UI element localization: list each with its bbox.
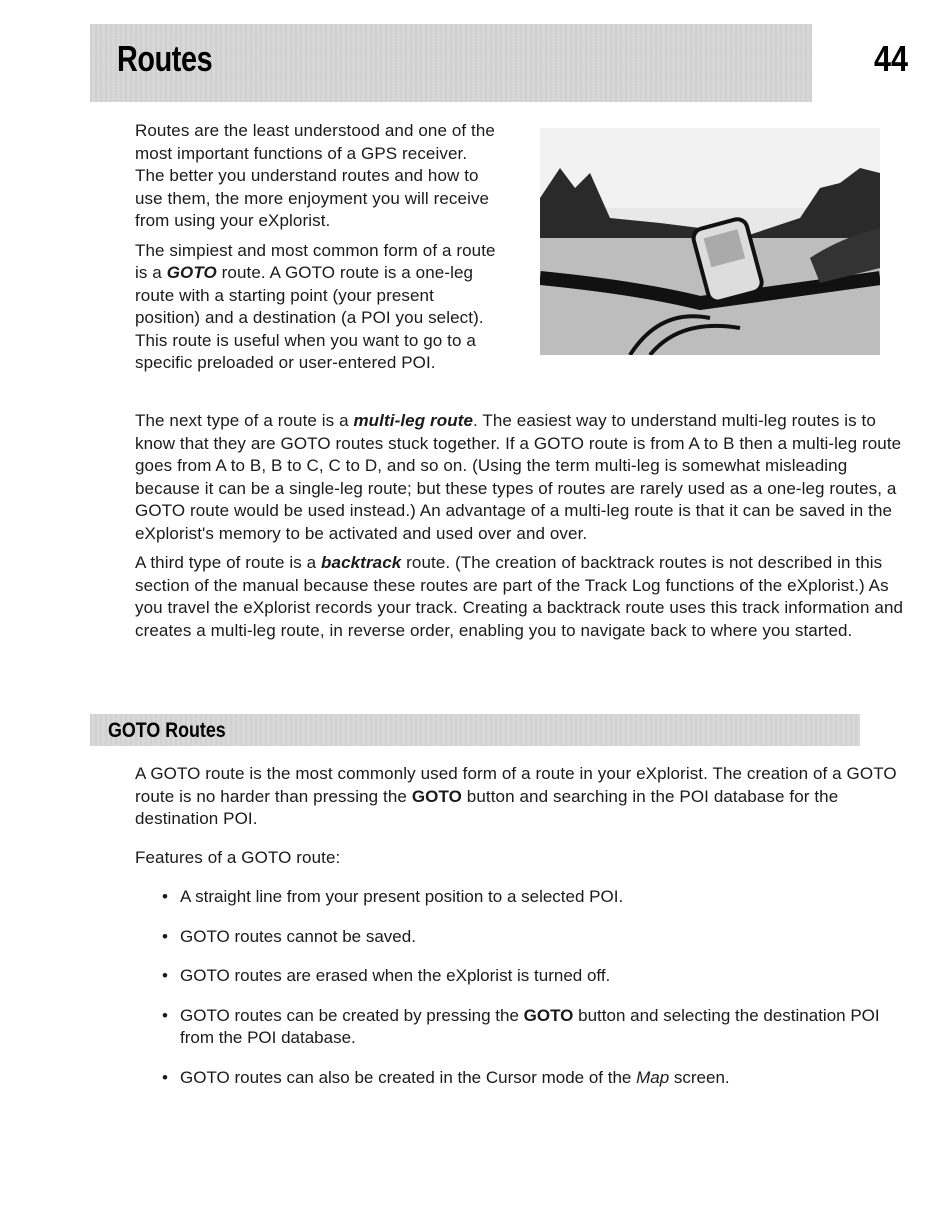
bold-text: GOTO <box>411 786 462 806</box>
text: button and searching in the POI database for the destination POI. <box>135 786 839 828</box>
text: Routes are the least understood and one of the most important functions of a GPS receiver. The better you understand routes and how to use them, the more enjoyment you will receive from using your eXplorist. <box>135 121 495 230</box>
intro-column <box>135 120 500 382</box>
features-label: Features of a GOTO route: <box>135 847 341 867</box>
bullet-icon: • <box>162 926 168 946</box>
text: A GOTO route is the most commonly used form of a route in your eXplorist. The creation of a GOTO route is no harder than pressing the <box>135 764 897 806</box>
emphasis: multi-leg route <box>353 411 474 430</box>
list-item <box>162 1005 912 1050</box>
paragraph <box>135 120 500 233</box>
body-text <box>135 410 910 649</box>
text: GOTO routes can be created by pressing the <box>180 1005 524 1025</box>
text: GOTO routes are erased when the eXplorist is turned off. <box>180 966 611 985</box>
text: route. (The creation of backtrack routes is not described in this section of the manual because these routes are part of the Track Log functions of the eXplorist.) As you travel the eXplorist records your track. Creating a backtrack route uses this track information and creates a multi-leg route, in reverse order, enabling you to navigate back to where you started. <box>135 553 904 640</box>
list-item <box>162 1067 912 1090</box>
text: route. A GOTO route is a one-leg route with a starting point (your present position) and a destination (a POI you select). This route is useful when you want to go to a specific preloaded or user-entered POI. <box>135 263 484 372</box>
text: GOTO routes can also be created in the Cursor mode of the <box>180 1067 637 1087</box>
list-item <box>162 886 912 909</box>
bullet-icon: • <box>162 1067 168 1087</box>
page-title: Routes <box>117 38 213 79</box>
list-item <box>162 926 912 949</box>
text: button and selecting the destination POI from the POI database. <box>180 1005 880 1047</box>
emphasis: GOTO <box>166 263 217 282</box>
bold-text: GOTO <box>523 1005 574 1025</box>
text: The next type of a route is a <box>135 411 354 430</box>
text: A third type of route is a <box>135 553 322 572</box>
bullet-icon: • <box>162 1005 168 1025</box>
bullet-icon: • <box>162 966 168 985</box>
bullet-icon: • <box>162 887 168 906</box>
italic-text: Map <box>636 1067 670 1087</box>
features-list <box>162 886 912 1106</box>
text: GOTO routes cannot be saved. <box>180 926 416 946</box>
gps-on-bike-photo <box>540 128 880 355</box>
section-title: GOTO Routes <box>108 719 226 742</box>
paragraph <box>135 763 910 831</box>
page-number: 44 <box>873 38 908 79</box>
paragraph <box>135 552 910 642</box>
text: . The easiest way to understand multi-leg routes is to know that they are GOTO routes stuck together. If a GOTO route is from A to B then a multi-leg route goes from A to B, B to C, C to D, and so on. (Using the term multi-leg is somewhat misleading because it can be a single-leg route; but these types of routes are rarely used as a one-leg routes, a GOTO route would be used instead.) An advantage of a multi-leg route is that it can be saved in the eXplorist's memory to be activated and used over and over. <box>135 411 902 543</box>
list-item <box>162 965 912 988</box>
text: A straight line from your present position to a selected POI. <box>180 887 624 906</box>
text: The simpiest and most common form of a route is a <box>135 240 496 282</box>
goto-section-text <box>135 763 910 876</box>
text: screen. <box>669 1067 730 1087</box>
paragraph <box>135 410 910 545</box>
paragraph <box>135 240 500 375</box>
emphasis: backtrack <box>321 553 402 572</box>
